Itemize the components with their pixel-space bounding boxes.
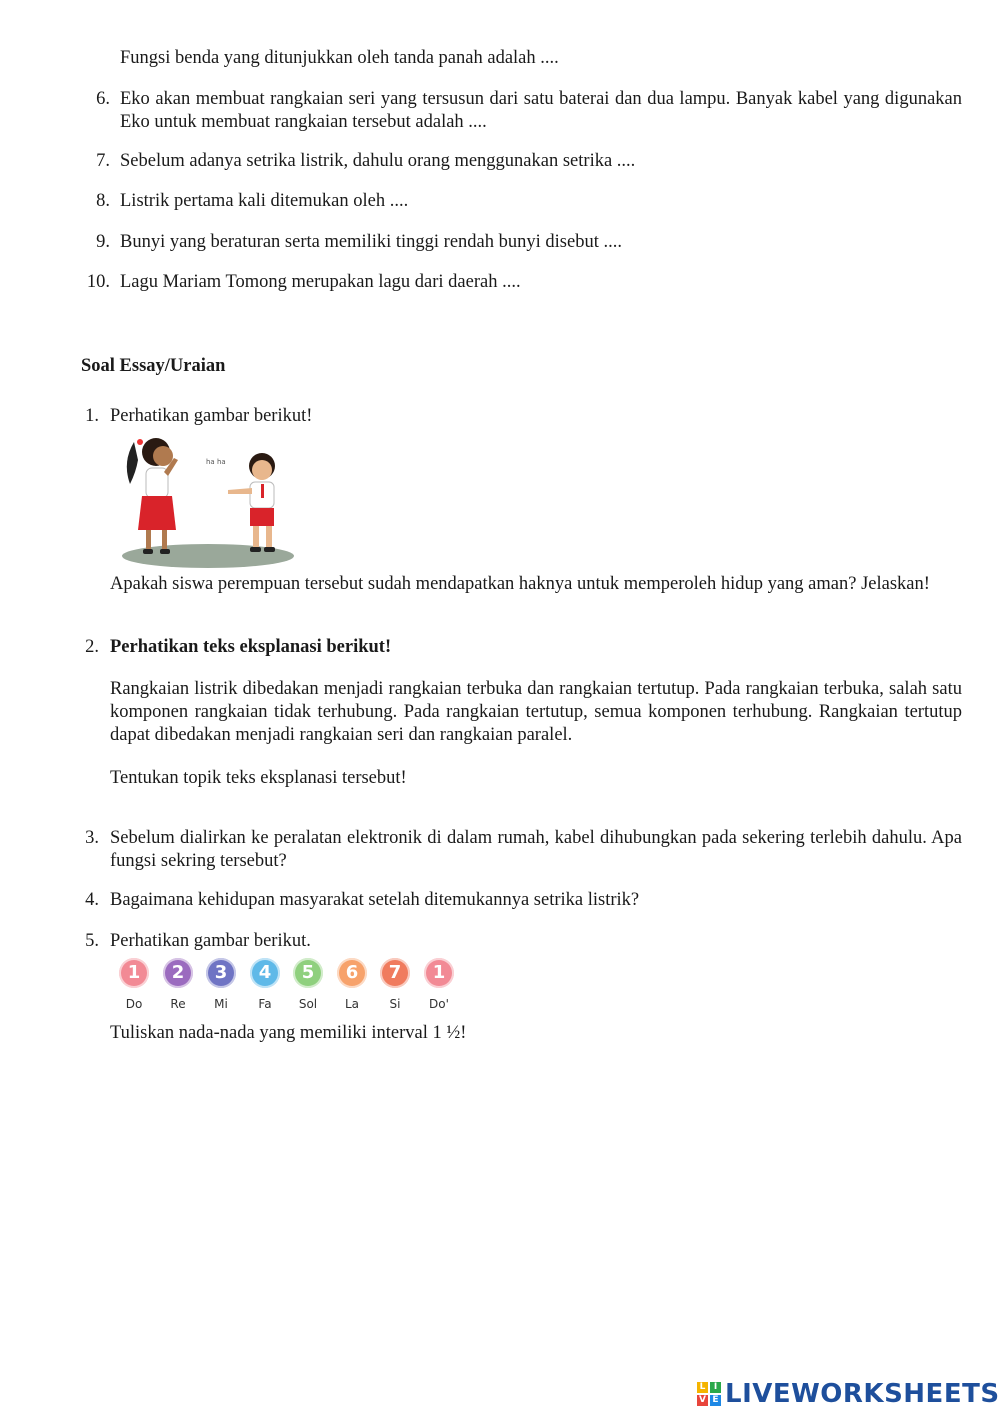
note-fa xyxy=(245,958,285,1011)
essay-number: 2. xyxy=(85,637,99,657)
note-label: Fa xyxy=(258,997,272,1011)
note-mi xyxy=(201,958,241,1011)
note-circle: 7 xyxy=(380,958,410,988)
logo-letter: I xyxy=(710,1382,721,1393)
explanation-passage: Rangkaian listrik dibedakan menjadi rangkaian terbuka dan rangkaian tertutup. Pada rangkaian terbuka, salah satu komponen rangkaian tidak terhubung. Pada rangkaian tertutup, semua komponen terhubung. Rangkaian tertutup dapat dibedakan menjadi rangkaian seri dan rangkaian paralel. xyxy=(110,679,962,745)
essay-3-text: Sebelum dialirkan ke peralatan elektronik di dalam rumah, kabel dihubungkan pada sekering terlebih dahulu. Apa fungsi sekring tersebut? xyxy=(110,828,962,871)
note-la xyxy=(332,958,372,1011)
note-label: Sol xyxy=(298,997,318,1011)
liveworksheets-logo xyxy=(697,1378,1000,1410)
question-number: 10. xyxy=(86,272,110,292)
essay-heading: Soal Essay/Uraian xyxy=(81,356,226,376)
logo-letter: L xyxy=(697,1382,708,1393)
question-number: 9. xyxy=(96,232,110,252)
solmization-notes xyxy=(110,958,460,1014)
note-circle: 3 xyxy=(206,958,236,988)
essay-2-question: Tentukan topik teks eksplanasi tersebut! xyxy=(110,768,407,788)
question-5-continuation: Fungsi benda yang ditunjukkan oleh tanda panah adalah .... xyxy=(120,48,559,68)
note-do xyxy=(114,958,154,1011)
question-number: 7. xyxy=(96,151,110,171)
note-sol xyxy=(288,958,328,1011)
question-6-text: Eko akan membuat rangkaian seri yang tersusun dari satu baterai dan dua lampu. Banyak kabel yang digunakan Eko untuk membuat rangkaian tersebut adalah .... xyxy=(120,89,962,132)
note-circle: 1 xyxy=(119,958,149,988)
note-circle: 6 xyxy=(337,958,367,988)
note-re xyxy=(158,958,198,1011)
essay-2-text: Perhatikan teks eksplanasi berikut! xyxy=(110,637,392,657)
note-label: Do' xyxy=(429,997,449,1011)
note-label: Si xyxy=(389,997,401,1011)
question-9-text: Bunyi yang beraturan serta memiliki tinggi rendah bunyi disebut .... xyxy=(120,232,622,252)
essay-number: 1. xyxy=(85,406,99,426)
speech-text: ha ha xyxy=(206,458,226,466)
question-number: 8. xyxy=(96,191,110,211)
essay-4-text: Bagaimana kehidupan masyarakat setelah ditemukannya setrika listrik? xyxy=(110,890,640,910)
note-label: La xyxy=(344,997,360,1011)
logo-letter: V xyxy=(697,1395,708,1406)
question-10-text: Lagu Mariam Tomong merupakan lagu dari daerah .... xyxy=(120,272,521,292)
essay-1-text: Perhatikan gambar berikut! xyxy=(110,406,313,426)
girl-figure xyxy=(127,438,178,554)
note-circle: 5 xyxy=(293,958,323,988)
logo-letter: E xyxy=(710,1395,721,1406)
note-label: Mi xyxy=(214,997,228,1011)
note-circle: 4 xyxy=(250,958,280,988)
essay-number: 3. xyxy=(85,828,99,848)
essay-1-question: Apakah siswa perempuan tersebut sudah mendapatkan haknya untuk memperoleh hidup yang aman? Jelaskan! xyxy=(110,574,930,594)
note-si xyxy=(375,958,415,1011)
note-do-high xyxy=(419,958,459,1011)
note-label: Re xyxy=(170,997,186,1011)
essay-5-question: Tuliskan nada-nada yang memiliki interval 1 ½! xyxy=(110,1023,467,1043)
logo-mark xyxy=(697,1382,721,1406)
essay-5-text: Perhatikan gambar berikut. xyxy=(110,931,311,951)
boy-figure xyxy=(228,453,275,552)
note-circle: 2 xyxy=(163,958,193,988)
question-number: 6. xyxy=(96,89,110,109)
question-8-text: Listrik pertama kali ditemukan oleh .... xyxy=(120,191,409,211)
essay-number: 4. xyxy=(85,890,99,910)
essay-number: 5. xyxy=(85,931,99,951)
children-illustration xyxy=(116,432,296,570)
question-7-text: Sebelum adanya setrika listrik, dahulu orang menggunakan setrika .... xyxy=(120,151,636,171)
note-circle: 1 xyxy=(424,958,454,988)
note-label: Do xyxy=(125,997,143,1011)
logo-text: LIVEWORKSHEETS xyxy=(725,1379,1000,1409)
